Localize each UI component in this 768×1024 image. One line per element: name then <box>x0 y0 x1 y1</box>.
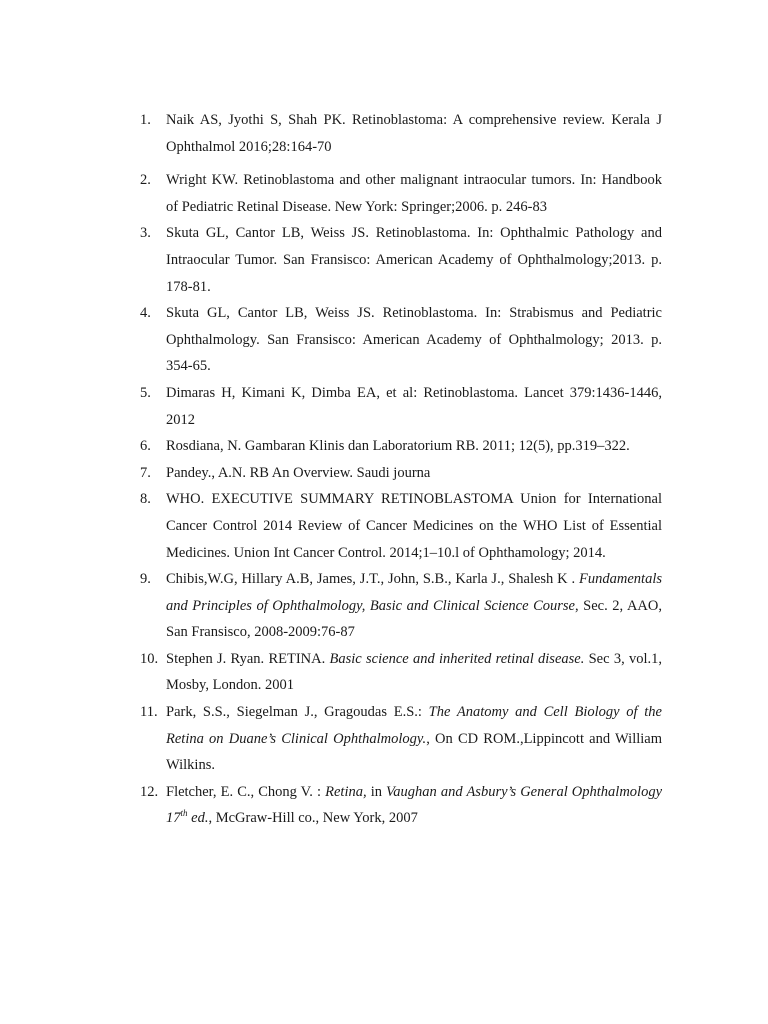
reference-number: 4. <box>140 305 151 322</box>
reference-text: Dimaras H, Kimani K, Dimba EA, et al: Retinoblastoma. Lancet 379:1436-1446, 2012 <box>166 384 662 428</box>
reference-authors: Chibis,W.G, Hillary A.B, James, J.T., John, S.B., Karla J., Shalesh K . <box>166 571 576 588</box>
reference-number: 1. <box>140 112 151 128</box>
reference-authors: Fletcher, E. C., Chong V. : <box>166 783 322 800</box>
reference-text: WHO. EXECUTIVE SUMMARY RETINOBLASTOMA Union for International Cancer Control 2014 Review of Cancer Medicines on the WHO List of Essential Medicines. Union Int Cancer Control. 2014;1–10.l of Ophthamology; 2014. <box>166 491 662 561</box>
reference-item <box>140 300 662 380</box>
reference-text: Skuta GL, Cantor LB, Weiss JS. Retinoblastoma. In: Strabismus and Pediatric Ophthalmology. San Fransisco: American Academy of Ophthalmology; 2013. p. 354-65. <box>166 305 662 375</box>
reference-number: 10. <box>140 650 159 667</box>
reference-item <box>140 107 662 160</box>
reference-number: 8. <box>140 491 151 508</box>
reference-authors: Stephen J. Ryan. RETINA. <box>166 650 326 667</box>
reference-item <box>140 460 662 487</box>
reference-item <box>140 380 662 433</box>
reference-number: 12. <box>140 783 159 800</box>
reference-list <box>140 107 662 832</box>
reference-item <box>140 220 662 300</box>
reference-title: The Anatomy and Cell Biology of the Retina on Duane’s Clinical Ophthalmology. <box>166 704 662 747</box>
reference-details: , Sec. 2, AAO, San Fransisco, 2008-2009:76-87 <box>166 597 662 641</box>
reference-number: 2. <box>140 172 151 189</box>
reference-number: 9. <box>140 571 151 588</box>
reference-item <box>140 433 662 460</box>
reference-title: Retina, <box>325 783 367 800</box>
edition-superscript: th <box>180 808 188 819</box>
reference-text: Naik AS, Jyothi S, Shah PK. Retinoblastoma: A comprehensive review. Kerala J Ophthalmol 2016;28:164-70 <box>166 112 662 155</box>
reference-details: Sec 3, vol.1, Mosby, London. 2001 <box>166 650 662 694</box>
reference-text: Wright KW. Retinoblastoma and other malignant intraocular tumors. In: Handbook of Pediatric Retinal Disease. New York: Springer;2006. p. 246-83 <box>166 172 662 215</box>
reference-item <box>140 566 662 646</box>
reference-text: Rosdiana, N. Gambaran Klinis dan Laboratorium RB. 2011; 12(5), pp.319–322. <box>166 438 630 455</box>
reference-text: Skuta GL, Cantor LB, Weiss JS. Retinoblastoma. In: Ophthalmic Pathology and Intraocular Tumor. San Fransisco: American Academy of Ophthalmology;2013. p. 178-81. <box>166 225 662 295</box>
reference-item <box>140 779 662 832</box>
reference-details: , McGraw-Hill co., New York, 2007 <box>208 810 418 827</box>
reference-number: 6. <box>140 438 151 455</box>
reference-connector: in <box>366 783 387 800</box>
reference-number: 7. <box>140 464 151 481</box>
reference-edition: ed. <box>187 810 209 827</box>
reference-item <box>140 167 662 220</box>
reference-title: Fundamentals and Principles of Ophthalmology, Basic and Clinical Science Course <box>166 571 662 614</box>
reference-item <box>140 486 662 566</box>
reference-book-title-text: Vaughan and Asbury’s General Ophthalmology 17 <box>166 783 663 827</box>
reference-number: 3. <box>140 225 151 242</box>
reference-title: Basic science and inherited retinal disease. <box>329 650 585 667</box>
reference-item <box>140 646 662 699</box>
reference-details: , On CD ROM.,Lippincott and William Wilkins. <box>166 730 662 774</box>
reference-text: Pandey., A.N. RB An Overview. Saudi journa <box>166 464 431 481</box>
reference-number: 5. <box>140 384 151 401</box>
reference-number: 11. <box>140 704 158 721</box>
reference-authors: Park, S.S., Siegelman J., Gragoudas E.S.: <box>166 704 422 721</box>
reference-item <box>140 699 662 779</box>
